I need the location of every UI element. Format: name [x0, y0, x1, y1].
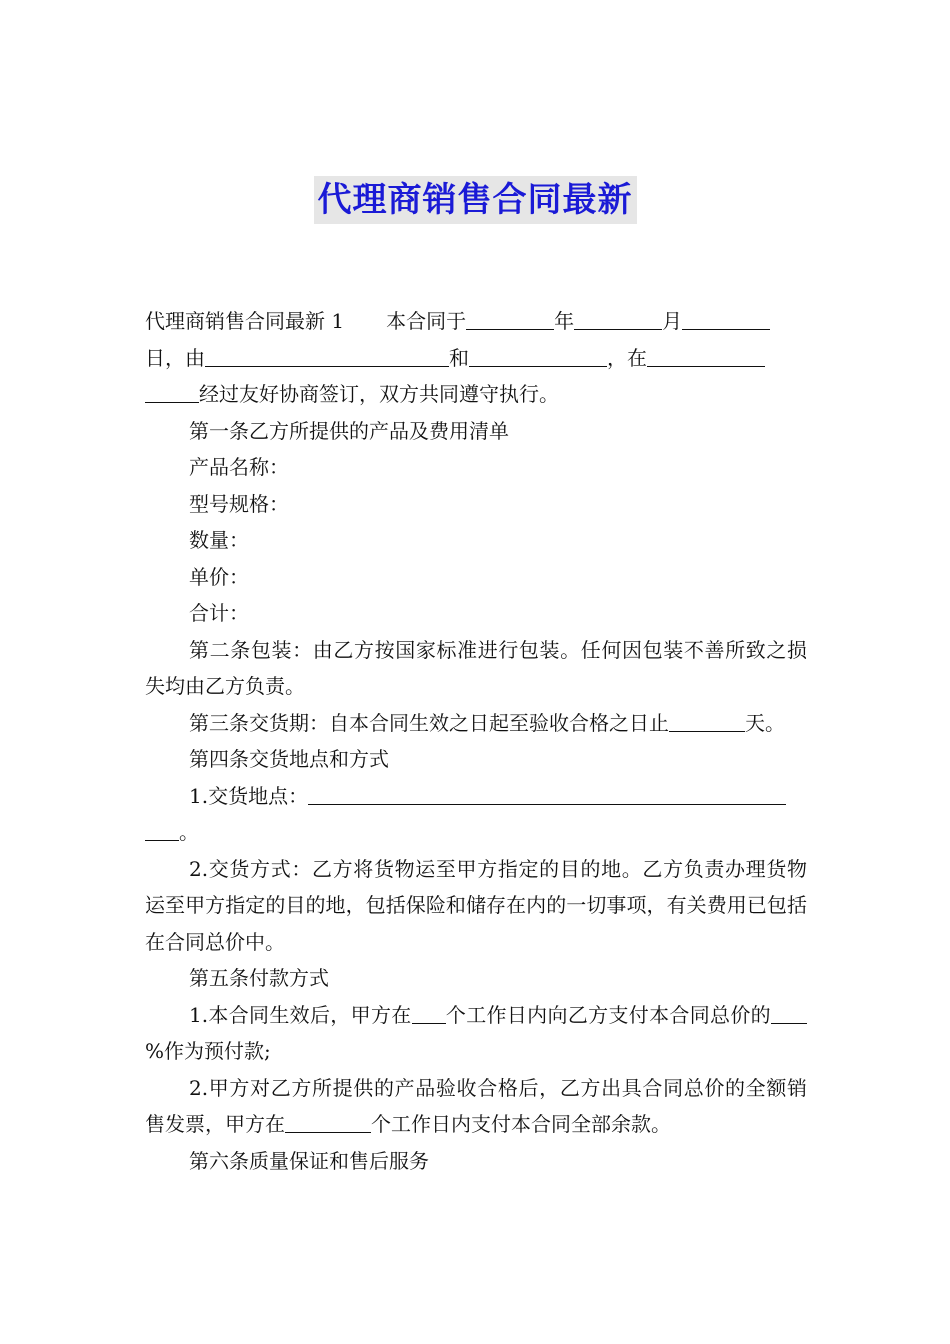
article-4-1-label: 1.交货地点：	[189, 783, 309, 808]
preamble-and: 和	[449, 345, 469, 370]
document-title: 代理商销售合同最新	[314, 176, 637, 224]
article-5-2-text-b: 个工作日内支付本合同全部余款。	[371, 1112, 671, 1136]
preamble-year-label: 年	[554, 309, 575, 333]
article-4: 第四条交货地点和方式	[189, 747, 389, 771]
title-wrap	[0, 176, 950, 224]
blank-delivery-place	[308, 782, 786, 805]
article-1: 第一条乙方所提供的产品及费用清单	[189, 418, 509, 443]
blank-prepay-days	[412, 1001, 446, 1024]
article-3	[145, 705, 807, 742]
blank-balance-days	[285, 1110, 371, 1133]
article-5-2-text-a: 2.甲方对乙方所提供的产品验收合格后，乙方出具合同总价的全额销售发票，甲方在	[145, 1075, 807, 1136]
article-4-1-end: 。	[179, 820, 199, 844]
preamble-month-label: 月	[662, 309, 683, 333]
blank-party-a	[205, 344, 449, 367]
article-6: 第六条质量保证和售后服务	[189, 1148, 429, 1173]
blank-day	[682, 307, 770, 330]
item-quantity: 数量：	[189, 528, 249, 552]
article-2: 第二条包装：由乙方按国家标准进行包装。任何因包装不善所致之损失均由乙方负责。	[145, 637, 807, 698]
article-4-1	[145, 778, 807, 851]
blank-delivery-place-cont	[145, 818, 179, 841]
preamble-text-2: 经过友好协商签订，双方共同遵守执行。	[199, 382, 559, 406]
blank-delivery-days	[669, 709, 745, 732]
blank-prepay-percent	[771, 1001, 807, 1024]
item-product-name: 产品名称：	[189, 455, 289, 479]
blank-place-cont	[145, 380, 199, 403]
preamble-day-label: 日，由	[145, 345, 205, 370]
article-3-days: 天。	[745, 710, 785, 735]
article-3-text: 第三条交货期：自本合同生效之日起至验收合格之日止	[189, 710, 669, 735]
article-5-1-text-c: %作为预付款;	[145, 1039, 271, 1063]
preamble-at: ，在	[607, 345, 647, 370]
article-5-2	[145, 1070, 807, 1143]
item-unit-price: 单价：	[189, 564, 249, 589]
article-5: 第五条付款方式	[189, 966, 329, 990]
preamble-line-2	[145, 340, 807, 377]
article-5-1	[145, 997, 807, 1070]
blank-year	[466, 307, 554, 330]
document-body	[145, 303, 807, 1179]
preamble-line-3	[145, 376, 807, 413]
preamble-heading: 代理商销售合同最新 1	[145, 309, 345, 333]
blank-place	[647, 344, 765, 367]
blank-month	[574, 307, 662, 330]
article-5-1-text-a: 1.本合同生效后，甲方在	[189, 1002, 412, 1027]
preamble-line-1	[145, 303, 807, 340]
blank-party-b	[469, 344, 607, 367]
item-total: 合计：	[189, 601, 249, 625]
article-5-1-text-b: 个工作日内向乙方支付本合同总价的	[445, 1002, 772, 1027]
preamble-text-1: 本合同于	[386, 309, 467, 333]
article-4-2: 2.交货方式：乙方将货物运至甲方指定的目的地。乙方负责办理货物运至甲方指定的目的地，包括保险和储存在内的一切事项，有关费用已包括在合同总价中。	[145, 856, 807, 954]
item-model: 型号规格：	[189, 491, 289, 516]
